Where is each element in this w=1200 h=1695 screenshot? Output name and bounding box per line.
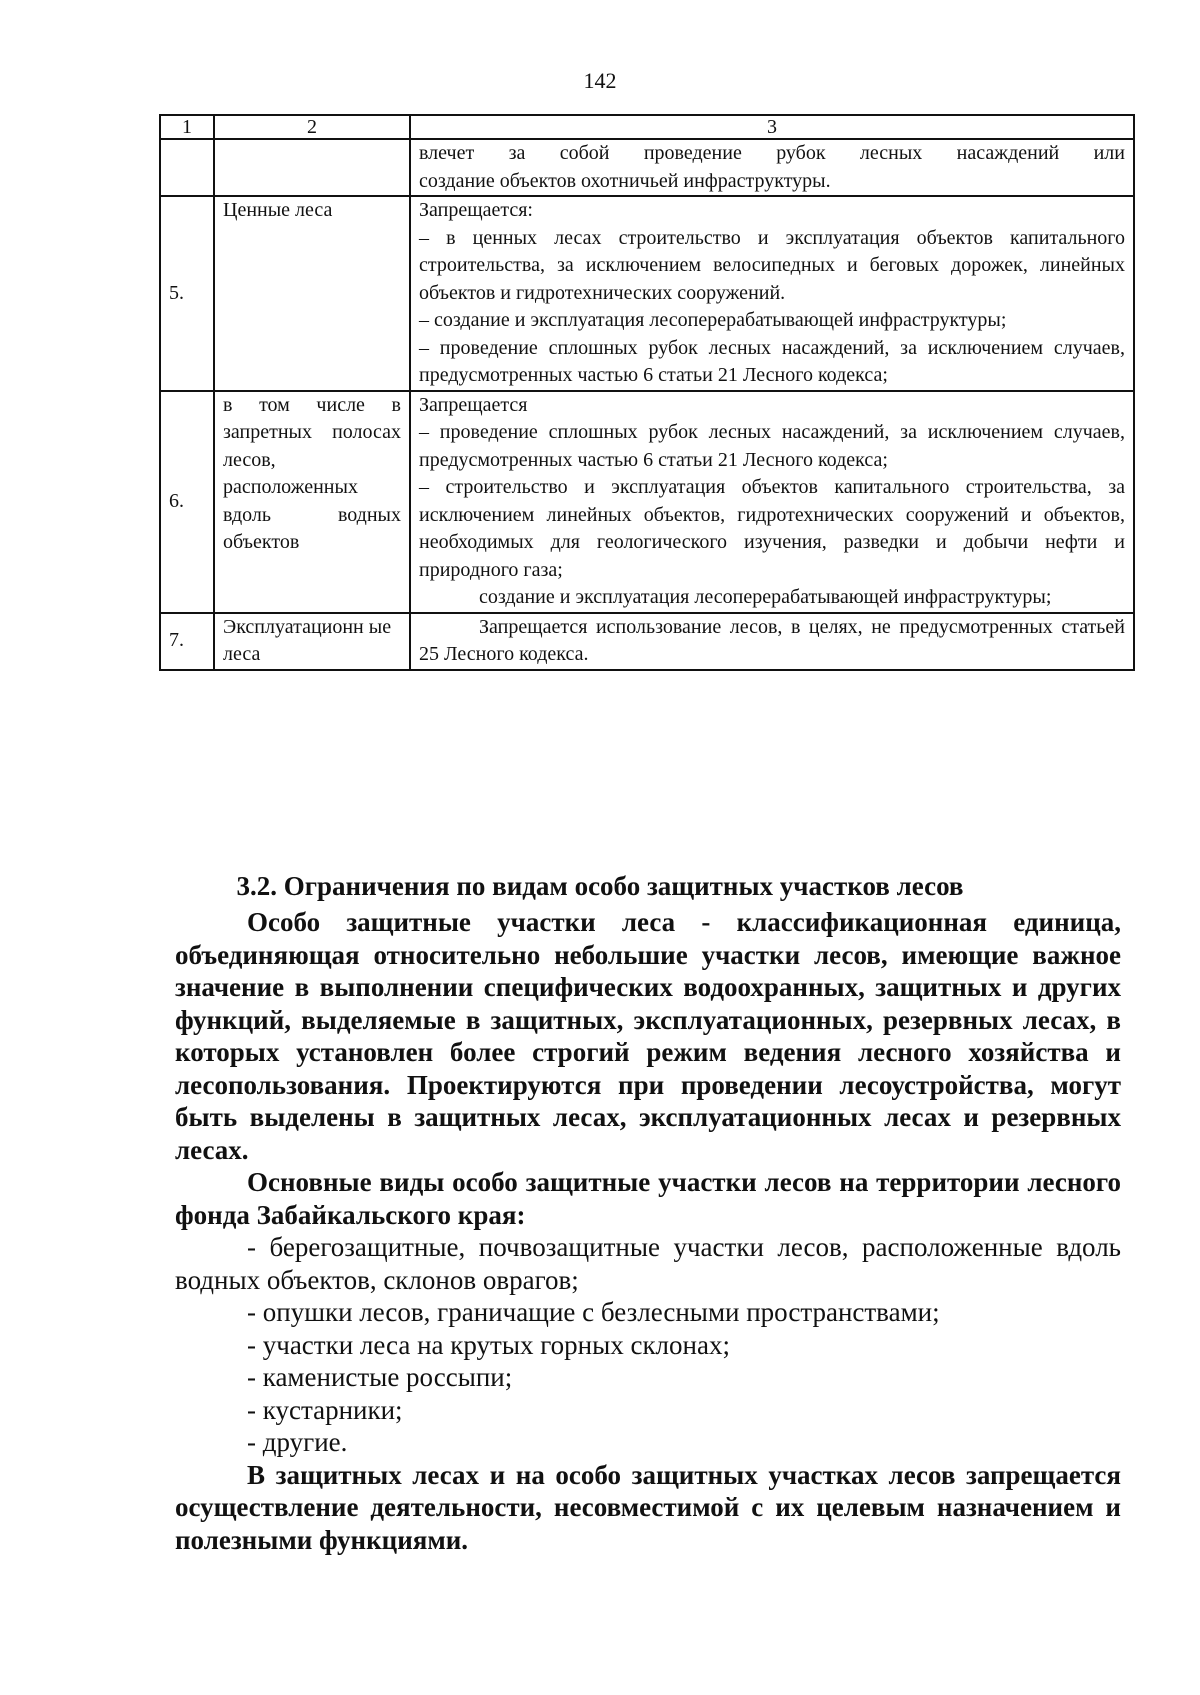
row-restrictions: Запрещается использование лесов, в целях, не предусмотренных статьей 25 Лесного кодекса. <box>410 613 1134 670</box>
row-name: в том числе в запретных полосах лесов, расположенных вдоль водных объектов <box>214 391 410 613</box>
section-body <box>175 906 1121 1556</box>
page-number: 142 <box>583 68 617 93</box>
row-number: 5. <box>160 196 214 391</box>
table-row-7 <box>160 613 1134 670</box>
section-heading: 3.2. Ограничения по видам особо защитных участков лесов <box>236 871 964 901</box>
row-number: 7. <box>160 613 214 670</box>
paragraph: Основные виды особо защитные участки лесов на территории лесного фонда Забайкальского края: <box>175 1167 1121 1230</box>
row-name: Ценные леса <box>214 196 410 391</box>
list-item: - другие. <box>247 1427 348 1457</box>
header-col-1: 1 <box>160 115 214 139</box>
restrictions-table <box>159 114 1135 671</box>
restriction-intro: Запрещается <box>419 393 528 416</box>
list-item: - каменистые россыпи; <box>247 1362 513 1392</box>
restriction-item: – создание и эксплуатация лесоперерабатывающей инфраструктуры; <box>419 309 1007 331</box>
table-header-row <box>160 115 1134 139</box>
closing-paragraph: В защитных лесах и на особо защитных участках лесов запрещается осуществление деятельности, несовместимой с их целевым назначением и полезными функциями. <box>175 1459 1121 1555</box>
restriction-item: – в ценных лесах строительство и эксплуатация объектов капитального строительства, за исключением велосипедных и беговых дорожек, линейных объектов и гидротехнических сооружений. <box>419 226 1125 304</box>
restriction-item: – проведение сплошных рубок лесных насаждений, за исключением случаев, предусмотренных частью 6 статьи 21 Лесного кодекса; <box>419 421 1125 471</box>
restriction-item: – строительство и эксплуатация объектов капитального строительства, за исключением линейных объектов, гидротехнических сооружений и объектов, необходимых для геологического изучения, разведки и добычи нефти и природного газа; <box>419 476 1125 581</box>
paragraph: Особо защитные участки леса - классификационная единица, объединяющая относительно небольшие участки лесов, имеющие важное значение в выполнении специфических водоохранных, защитных и других функций, выделяемые в защитных, эксплуатационных, резервных лесах, в которых установлен более строгий режим ведения лесного хозяйства и лесопользования. Проектируются при проведении лесоустройства, могут быть выделены в защитных лесах, эксплуатационных лесах и резервных лесах. <box>175 907 1121 1165</box>
restriction-intro: Запрещается: <box>419 199 533 221</box>
list-item: - участки леса на крутых горных склонах; <box>247 1329 730 1360</box>
list-item: - опушки лесов, граничащие с безлесными пространствами; <box>247 1297 940 1327</box>
continuation-line-1: влечет за собой проведение рубок лесных насаждений или <box>419 142 1125 164</box>
row-name: Эксплуатационн ые леса <box>214 613 410 670</box>
restriction-item: создание и эксплуатация лесоперерабатывающей инфраструктуры; <box>479 586 1052 608</box>
row-restrictions <box>410 391 1134 613</box>
continuation-line-2: создание объектов охотничьей инфраструктуры. <box>419 169 831 192</box>
table-row-continuation <box>160 139 1134 196</box>
list-item: - кустарники; <box>247 1394 403 1425</box>
list-item: - берегозащитные, почвозащитные участки лесов, расположенные вдоль водных объектов, склонов оврагов; <box>175 1232 1121 1295</box>
table-row-6 <box>160 391 1134 613</box>
table-row-5 <box>160 196 1134 391</box>
continuation-cell <box>410 139 1134 196</box>
header-col-3: 3 <box>410 115 1134 139</box>
row-restrictions <box>410 196 1134 391</box>
row-number: 6. <box>160 391 214 613</box>
restriction-item: – проведение сплошных рубок лесных насаждений, за исключением случаев, предусмотренных частью 6 статьи 21 Лесного кодекса; <box>419 336 1125 386</box>
header-col-2: 2 <box>214 115 410 139</box>
